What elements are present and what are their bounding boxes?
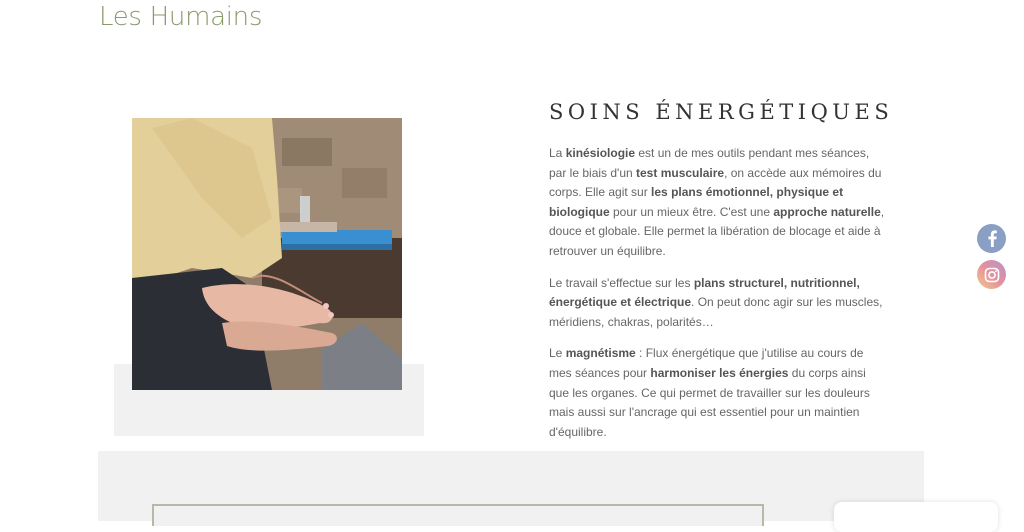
text: , on accède aux mémoires du corps. Elle agit sur — [549, 165, 882, 200]
text: pour un mieux être. C'est une — [609, 204, 774, 219]
lower-section-frame — [152, 504, 764, 526]
bold-text: les plans émotionnel, physique et biologique — [549, 185, 844, 219]
facebook-icon — [985, 230, 999, 247]
bold-text: magnétisme — [565, 346, 636, 361]
bold-text: test musculaire — [636, 165, 725, 180]
page-title: Les Humains — [99, 2, 263, 32]
text: , douce et globale. Elle permet la libération de blocage et aide à retrouver un équilibre. — [549, 204, 885, 258]
section-content — [549, 144, 889, 454]
paragraph-magnetisme — [549, 344, 889, 442]
text: du corps ainsi que les organes. Ce qui permet de travailler sur les douleurs mais aussi sur l'ancrage qui est essentiel pour un maintien d'équilibre. — [549, 365, 870, 439]
text: Le travail s'effectue sur les — [549, 275, 694, 290]
text: : Flux énergétique que j'utilise au cours de mes séances pour — [549, 346, 864, 380]
text: Le — [549, 346, 566, 361]
instagram-icon — [984, 267, 1000, 283]
facebook-button[interactable] — [977, 224, 1006, 253]
bold-text: harmoniser les énergies — [650, 365, 789, 380]
bold-text: approche naturelle — [773, 204, 881, 219]
bold-text: kinésiologie — [565, 146, 636, 160]
text: La — [549, 146, 566, 160]
hands-photo — [132, 118, 402, 390]
text: est un de mes outils pendant mes séances, par le biais d'un — [549, 146, 870, 180]
lower-section-card — [834, 502, 998, 532]
text: . On peut donc agir sur les muscles, méridiens, chakras, polarités… — [549, 295, 883, 329]
instagram-button[interactable] — [977, 260, 1006, 289]
paragraph-kinesiologie — [549, 144, 889, 262]
bold-text: plans structurel, nutritionnel, énergétique et électrique — [549, 275, 860, 310]
paragraph-travail — [549, 274, 889, 333]
section-title: SOINS ÉNERGÉTIQUES — [549, 100, 894, 124]
